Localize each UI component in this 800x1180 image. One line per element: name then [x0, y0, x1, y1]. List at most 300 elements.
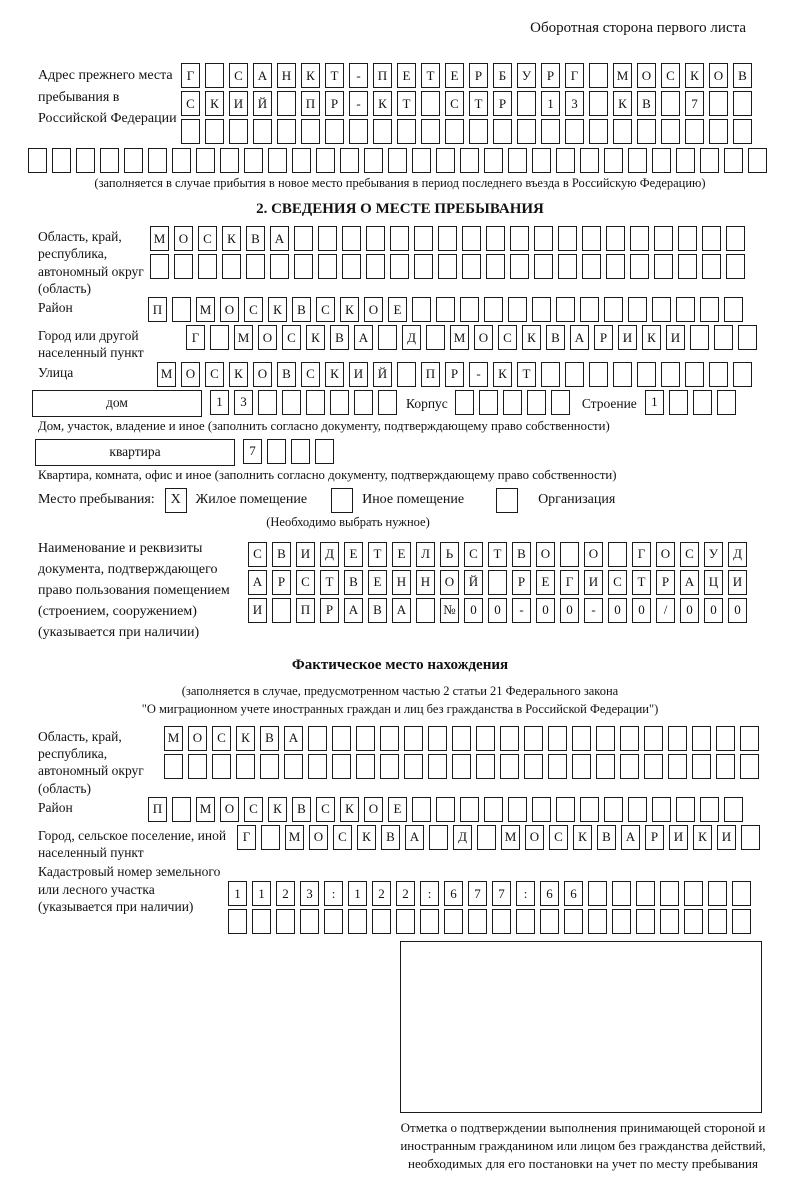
form-cell[interactable]: К: [268, 797, 287, 822]
form-cell[interactable]: [164, 754, 183, 779]
form-cell[interactable]: 7: [685, 91, 704, 116]
form-cell[interactable]: [212, 754, 231, 779]
form-cell[interactable]: [479, 390, 498, 415]
form-cell[interactable]: [637, 119, 656, 144]
form-cell[interactable]: [709, 119, 728, 144]
form-cell[interactable]: [236, 754, 255, 779]
form-cell[interactable]: О: [584, 542, 603, 567]
form-cell[interactable]: [445, 119, 464, 144]
form-cell[interactable]: [692, 726, 711, 751]
form-cell[interactable]: [556, 297, 575, 322]
form-cell[interactable]: И: [618, 325, 637, 350]
form-cell[interactable]: [644, 754, 663, 779]
form-cell[interactable]: [692, 754, 711, 779]
form-cell[interactable]: С: [198, 226, 217, 251]
form-cell[interactable]: [580, 797, 599, 822]
form-cell[interactable]: К: [222, 226, 241, 251]
form-cell[interactable]: Н: [416, 570, 435, 595]
form-cell[interactable]: [438, 226, 457, 251]
form-cell[interactable]: -: [469, 362, 488, 387]
form-cell[interactable]: [455, 390, 474, 415]
form-cell[interactable]: М: [196, 797, 215, 822]
form-cell[interactable]: [582, 226, 601, 251]
form-cell[interactable]: -: [349, 91, 368, 116]
form-cell[interactable]: [342, 254, 361, 279]
form-cell[interactable]: [277, 119, 296, 144]
form-cell[interactable]: [426, 325, 445, 350]
form-cell[interactable]: [301, 119, 320, 144]
form-cell[interactable]: А: [248, 570, 267, 595]
form-cell[interactable]: [564, 909, 583, 934]
form-cell[interactable]: М: [157, 362, 176, 387]
form-cell[interactable]: [308, 754, 327, 779]
form-cell[interactable]: 3: [300, 881, 319, 906]
form-cell[interactable]: [469, 119, 488, 144]
form-cell[interactable]: [205, 119, 224, 144]
form-cell[interactable]: [205, 63, 224, 88]
form-cell[interactable]: [188, 754, 207, 779]
form-cell[interactable]: [397, 119, 416, 144]
form-cell[interactable]: 2: [372, 881, 391, 906]
form-cell[interactable]: [580, 148, 599, 173]
form-cell[interactable]: [229, 119, 248, 144]
form-cell[interactable]: [532, 148, 551, 173]
form-cell[interactable]: [460, 148, 479, 173]
form-cell[interactable]: А: [570, 325, 589, 350]
form-cell[interactable]: Л: [416, 542, 435, 567]
form-cell[interactable]: [652, 797, 671, 822]
form-cell[interactable]: [604, 297, 623, 322]
form-cell[interactable]: [596, 754, 615, 779]
form-cell[interactable]: М: [613, 63, 632, 88]
form-cell[interactable]: И: [229, 91, 248, 116]
form-cell[interactable]: [270, 254, 289, 279]
form-cell[interactable]: Е: [388, 797, 407, 822]
form-cell[interactable]: О: [174, 226, 193, 251]
form-cell[interactable]: В: [292, 297, 311, 322]
form-cell[interactable]: [181, 119, 200, 144]
form-cell[interactable]: [124, 148, 143, 173]
form-cell[interactable]: [366, 226, 385, 251]
form-cell[interactable]: С: [445, 91, 464, 116]
form-cell[interactable]: Д: [453, 825, 472, 850]
form-cell[interactable]: Г: [181, 63, 200, 88]
form-cell[interactable]: [244, 148, 263, 173]
form-cell[interactable]: [340, 148, 359, 173]
form-cell[interactable]: [636, 909, 655, 934]
form-cell[interactable]: Р: [512, 570, 531, 595]
form-cell[interactable]: [390, 254, 409, 279]
form-cell[interactable]: К: [325, 362, 344, 387]
form-cell[interactable]: [100, 148, 119, 173]
form-cell[interactable]: [654, 226, 673, 251]
form-cell[interactable]: [378, 325, 397, 350]
form-cell[interactable]: П: [421, 362, 440, 387]
form-cell[interactable]: А: [680, 570, 699, 595]
form-cell[interactable]: Р: [272, 570, 291, 595]
form-cell[interactable]: [272, 598, 291, 623]
form-cell[interactable]: [582, 254, 601, 279]
form-cell[interactable]: [429, 825, 448, 850]
form-cell[interactable]: Р: [469, 63, 488, 88]
form-cell[interactable]: [572, 754, 591, 779]
form-cell[interactable]: [684, 881, 703, 906]
checkbox-other-premise[interactable]: [331, 488, 353, 513]
form-cell[interactable]: [534, 254, 553, 279]
form-cell[interactable]: Г: [632, 542, 651, 567]
form-cell[interactable]: [613, 362, 632, 387]
form-cell[interactable]: К: [357, 825, 376, 850]
form-cell[interactable]: [396, 909, 415, 934]
form-cell[interactable]: [724, 797, 743, 822]
form-cell[interactable]: Т: [368, 542, 387, 567]
form-cell[interactable]: [668, 754, 687, 779]
form-cell[interactable]: [484, 297, 503, 322]
form-cell[interactable]: П: [373, 63, 392, 88]
form-cell[interactable]: И: [248, 598, 267, 623]
form-cell[interactable]: Е: [445, 63, 464, 88]
form-cell[interactable]: [565, 362, 584, 387]
form-cell[interactable]: [708, 881, 727, 906]
form-cell[interactable]: [724, 148, 743, 173]
form-cell[interactable]: [524, 754, 543, 779]
form-cell[interactable]: [510, 254, 529, 279]
form-cell[interactable]: [548, 726, 567, 751]
form-cell[interactable]: [572, 726, 591, 751]
form-cell[interactable]: [508, 797, 527, 822]
form-cell[interactable]: [606, 226, 625, 251]
form-cell[interactable]: -: [349, 63, 368, 88]
checkbox-organization[interactable]: [496, 488, 518, 513]
form-cell[interactable]: М: [196, 297, 215, 322]
form-cell[interactable]: [462, 254, 481, 279]
form-cell[interactable]: [676, 297, 695, 322]
form-cell[interactable]: [428, 726, 447, 751]
form-cell[interactable]: [174, 254, 193, 279]
form-cell[interactable]: [740, 726, 759, 751]
form-cell[interactable]: К: [301, 63, 320, 88]
form-cell[interactable]: -: [512, 598, 531, 623]
form-cell[interactable]: [661, 91, 680, 116]
form-cell[interactable]: У: [517, 63, 536, 88]
form-cell[interactable]: Т: [320, 570, 339, 595]
form-cell[interactable]: [702, 226, 721, 251]
form-cell[interactable]: 0: [536, 598, 555, 623]
form-cell[interactable]: Н: [277, 63, 296, 88]
form-cell[interactable]: [517, 119, 536, 144]
form-cell[interactable]: В: [512, 542, 531, 567]
form-cell[interactable]: О: [220, 797, 239, 822]
form-cell[interactable]: К: [493, 362, 512, 387]
form-cell[interactable]: [468, 909, 487, 934]
form-cell[interactable]: [700, 797, 719, 822]
form-cell[interactable]: [726, 226, 745, 251]
form-cell[interactable]: [252, 909, 271, 934]
form-cell[interactable]: [604, 797, 623, 822]
form-cell[interactable]: [636, 881, 655, 906]
form-cell[interactable]: 0: [632, 598, 651, 623]
form-cell[interactable]: И: [669, 825, 688, 850]
form-cell[interactable]: С: [464, 542, 483, 567]
form-cell[interactable]: [330, 390, 349, 415]
form-cell[interactable]: С: [549, 825, 568, 850]
form-cell[interactable]: [589, 362, 608, 387]
form-cell[interactable]: [332, 754, 351, 779]
form-cell[interactable]: [588, 881, 607, 906]
form-cell[interactable]: С: [498, 325, 517, 350]
form-cell[interactable]: М: [450, 325, 469, 350]
form-cell[interactable]: И: [728, 570, 747, 595]
form-cell[interactable]: К: [373, 91, 392, 116]
form-cell[interactable]: Е: [368, 570, 387, 595]
form-cell[interactable]: [28, 148, 47, 173]
form-cell[interactable]: Е: [344, 542, 363, 567]
form-cell[interactable]: [613, 119, 632, 144]
form-cell[interactable]: [503, 390, 522, 415]
form-cell[interactable]: 0: [680, 598, 699, 623]
form-cell[interactable]: [527, 390, 546, 415]
form-cell[interactable]: [738, 325, 757, 350]
form-cell[interactable]: [612, 881, 631, 906]
form-cell[interactable]: :: [324, 881, 343, 906]
form-cell[interactable]: С: [608, 570, 627, 595]
form-cell[interactable]: С: [244, 797, 263, 822]
form-cell[interactable]: К: [306, 325, 325, 350]
form-cell[interactable]: [565, 119, 584, 144]
form-cell[interactable]: К: [613, 91, 632, 116]
form-cell[interactable]: [354, 390, 373, 415]
form-cell[interactable]: [733, 91, 752, 116]
form-cell[interactable]: П: [148, 297, 167, 322]
form-cell[interactable]: [476, 754, 495, 779]
form-cell[interactable]: [606, 254, 625, 279]
form-cell[interactable]: С: [282, 325, 301, 350]
form-cell[interactable]: Р: [320, 598, 339, 623]
form-cell[interactable]: П: [148, 797, 167, 822]
form-cell[interactable]: [315, 439, 334, 464]
form-cell[interactable]: [316, 148, 335, 173]
form-cell[interactable]: А: [284, 726, 303, 751]
form-cell[interactable]: О: [220, 297, 239, 322]
form-cell[interactable]: [52, 148, 71, 173]
form-cell[interactable]: В: [637, 91, 656, 116]
form-cell[interactable]: Р: [325, 91, 344, 116]
form-cell[interactable]: [356, 754, 375, 779]
form-cell[interactable]: Е: [392, 542, 411, 567]
form-cell[interactable]: В: [260, 726, 279, 751]
form-cell[interactable]: К: [685, 63, 704, 88]
form-cell[interactable]: [436, 297, 455, 322]
form-cell[interactable]: М: [285, 825, 304, 850]
form-cell[interactable]: [291, 439, 310, 464]
form-cell[interactable]: 6: [564, 881, 583, 906]
form-cell[interactable]: [604, 148, 623, 173]
form-cell[interactable]: :: [516, 881, 535, 906]
form-cell[interactable]: 7: [468, 881, 487, 906]
form-cell[interactable]: [412, 797, 431, 822]
form-cell[interactable]: О: [536, 542, 555, 567]
form-cell[interactable]: Е: [536, 570, 555, 595]
form-cell[interactable]: [294, 254, 313, 279]
form-cell[interactable]: [324, 909, 343, 934]
form-cell[interactable]: 6: [444, 881, 463, 906]
form-cell[interactable]: [661, 362, 680, 387]
form-cell[interactable]: 2: [396, 881, 415, 906]
form-cell[interactable]: [702, 254, 721, 279]
form-cell[interactable]: [380, 726, 399, 751]
form-cell[interactable]: [404, 726, 423, 751]
form-cell[interactable]: М: [501, 825, 520, 850]
form-cell[interactable]: [444, 909, 463, 934]
form-cell[interactable]: [558, 254, 577, 279]
form-cell[interactable]: 7: [492, 881, 511, 906]
form-cell[interactable]: Р: [445, 362, 464, 387]
form-cell[interactable]: [325, 119, 344, 144]
form-cell[interactable]: [428, 754, 447, 779]
form-cell[interactable]: О: [188, 726, 207, 751]
form-cell[interactable]: С: [248, 542, 267, 567]
form-cell[interactable]: Т: [421, 63, 440, 88]
form-cell[interactable]: [700, 297, 719, 322]
form-cell[interactable]: [678, 226, 697, 251]
form-cell[interactable]: О: [656, 542, 675, 567]
form-cell[interactable]: [388, 148, 407, 173]
form-cell[interactable]: К: [522, 325, 541, 350]
form-cell[interactable]: В: [368, 598, 387, 623]
form-cell[interactable]: [436, 797, 455, 822]
form-cell[interactable]: Р: [541, 63, 560, 88]
form-cell[interactable]: №: [440, 598, 459, 623]
form-cell[interactable]: 6: [540, 881, 559, 906]
form-cell[interactable]: [732, 909, 751, 934]
form-cell[interactable]: В: [246, 226, 265, 251]
form-cell[interactable]: [488, 570, 507, 595]
form-cell[interactable]: Г: [560, 570, 579, 595]
form-cell[interactable]: В: [292, 797, 311, 822]
form-cell[interactable]: [588, 909, 607, 934]
form-cell[interactable]: 3: [234, 390, 253, 415]
form-cell[interactable]: [589, 91, 608, 116]
form-cell[interactable]: [421, 91, 440, 116]
form-cell[interactable]: В: [277, 362, 296, 387]
form-cell[interactable]: [678, 254, 697, 279]
form-cell[interactable]: [253, 119, 272, 144]
form-cell[interactable]: [596, 726, 615, 751]
form-cell[interactable]: [733, 362, 752, 387]
form-cell[interactable]: [260, 754, 279, 779]
form-cell[interactable]: К: [340, 797, 359, 822]
form-cell[interactable]: [460, 797, 479, 822]
form-cell[interactable]: [452, 726, 471, 751]
form-cell[interactable]: А: [392, 598, 411, 623]
form-cell[interactable]: [308, 726, 327, 751]
form-cell[interactable]: [476, 726, 495, 751]
form-cell[interactable]: [378, 390, 397, 415]
form-cell[interactable]: Д: [402, 325, 421, 350]
form-cell[interactable]: [414, 226, 433, 251]
form-cell[interactable]: [685, 119, 704, 144]
form-cell[interactable]: [516, 909, 535, 934]
form-cell[interactable]: Ь: [440, 542, 459, 567]
form-cell[interactable]: С: [316, 797, 335, 822]
form-cell[interactable]: [652, 297, 671, 322]
form-cell[interactable]: [669, 390, 688, 415]
form-cell[interactable]: Р: [645, 825, 664, 850]
form-cell[interactable]: [172, 797, 191, 822]
form-cell[interactable]: [300, 909, 319, 934]
checkbox-residential[interactable]: X: [165, 488, 187, 513]
form-cell[interactable]: [380, 754, 399, 779]
form-cell[interactable]: [258, 390, 277, 415]
form-cell[interactable]: [246, 254, 265, 279]
form-cell[interactable]: А: [253, 63, 272, 88]
form-cell[interactable]: :: [420, 881, 439, 906]
form-cell[interactable]: В: [272, 542, 291, 567]
form-cell[interactable]: П: [296, 598, 315, 623]
form-cell[interactable]: В: [381, 825, 400, 850]
form-cell[interactable]: [652, 148, 671, 173]
form-cell[interactable]: О: [364, 797, 383, 822]
form-cell[interactable]: С: [301, 362, 320, 387]
form-cell[interactable]: [534, 226, 553, 251]
form-cell[interactable]: И: [717, 825, 736, 850]
form-cell[interactable]: [414, 254, 433, 279]
form-cell[interactable]: 1: [541, 91, 560, 116]
form-cell[interactable]: [222, 254, 241, 279]
form-cell[interactable]: Т: [325, 63, 344, 88]
form-cell[interactable]: О: [525, 825, 544, 850]
form-cell[interactable]: Т: [397, 91, 416, 116]
form-cell[interactable]: [644, 726, 663, 751]
form-cell[interactable]: [724, 297, 743, 322]
form-cell[interactable]: [717, 390, 736, 415]
form-cell[interactable]: А: [344, 598, 363, 623]
form-cell[interactable]: Й: [253, 91, 272, 116]
form-cell[interactable]: 0: [488, 598, 507, 623]
form-cell[interactable]: [558, 226, 577, 251]
form-cell[interactable]: [421, 119, 440, 144]
form-cell[interactable]: О: [440, 570, 459, 595]
form-cell[interactable]: [220, 148, 239, 173]
form-cell[interactable]: [150, 254, 169, 279]
form-cell[interactable]: [492, 909, 511, 934]
form-cell[interactable]: С: [680, 542, 699, 567]
form-cell[interactable]: [580, 297, 599, 322]
form-cell[interactable]: [532, 797, 551, 822]
form-cell[interactable]: Й: [464, 570, 483, 595]
form-cell[interactable]: [732, 881, 751, 906]
form-cell[interactable]: И: [296, 542, 315, 567]
form-cell[interactable]: [342, 226, 361, 251]
form-cell[interactable]: С: [205, 362, 224, 387]
form-cell[interactable]: [76, 148, 95, 173]
form-cell[interactable]: Е: [397, 63, 416, 88]
form-cell[interactable]: А: [270, 226, 289, 251]
form-cell[interactable]: 2: [276, 881, 295, 906]
form-cell[interactable]: [228, 909, 247, 934]
form-cell[interactable]: Р: [656, 570, 675, 595]
form-cell[interactable]: [690, 325, 709, 350]
form-cell[interactable]: [540, 909, 559, 934]
form-cell[interactable]: [660, 881, 679, 906]
form-cell[interactable]: [267, 439, 286, 464]
form-cell[interactable]: С: [296, 570, 315, 595]
form-cell[interactable]: [332, 726, 351, 751]
form-cell[interactable]: [661, 119, 680, 144]
form-cell[interactable]: [630, 226, 649, 251]
form-cell[interactable]: С: [661, 63, 680, 88]
form-cell[interactable]: Т: [632, 570, 651, 595]
